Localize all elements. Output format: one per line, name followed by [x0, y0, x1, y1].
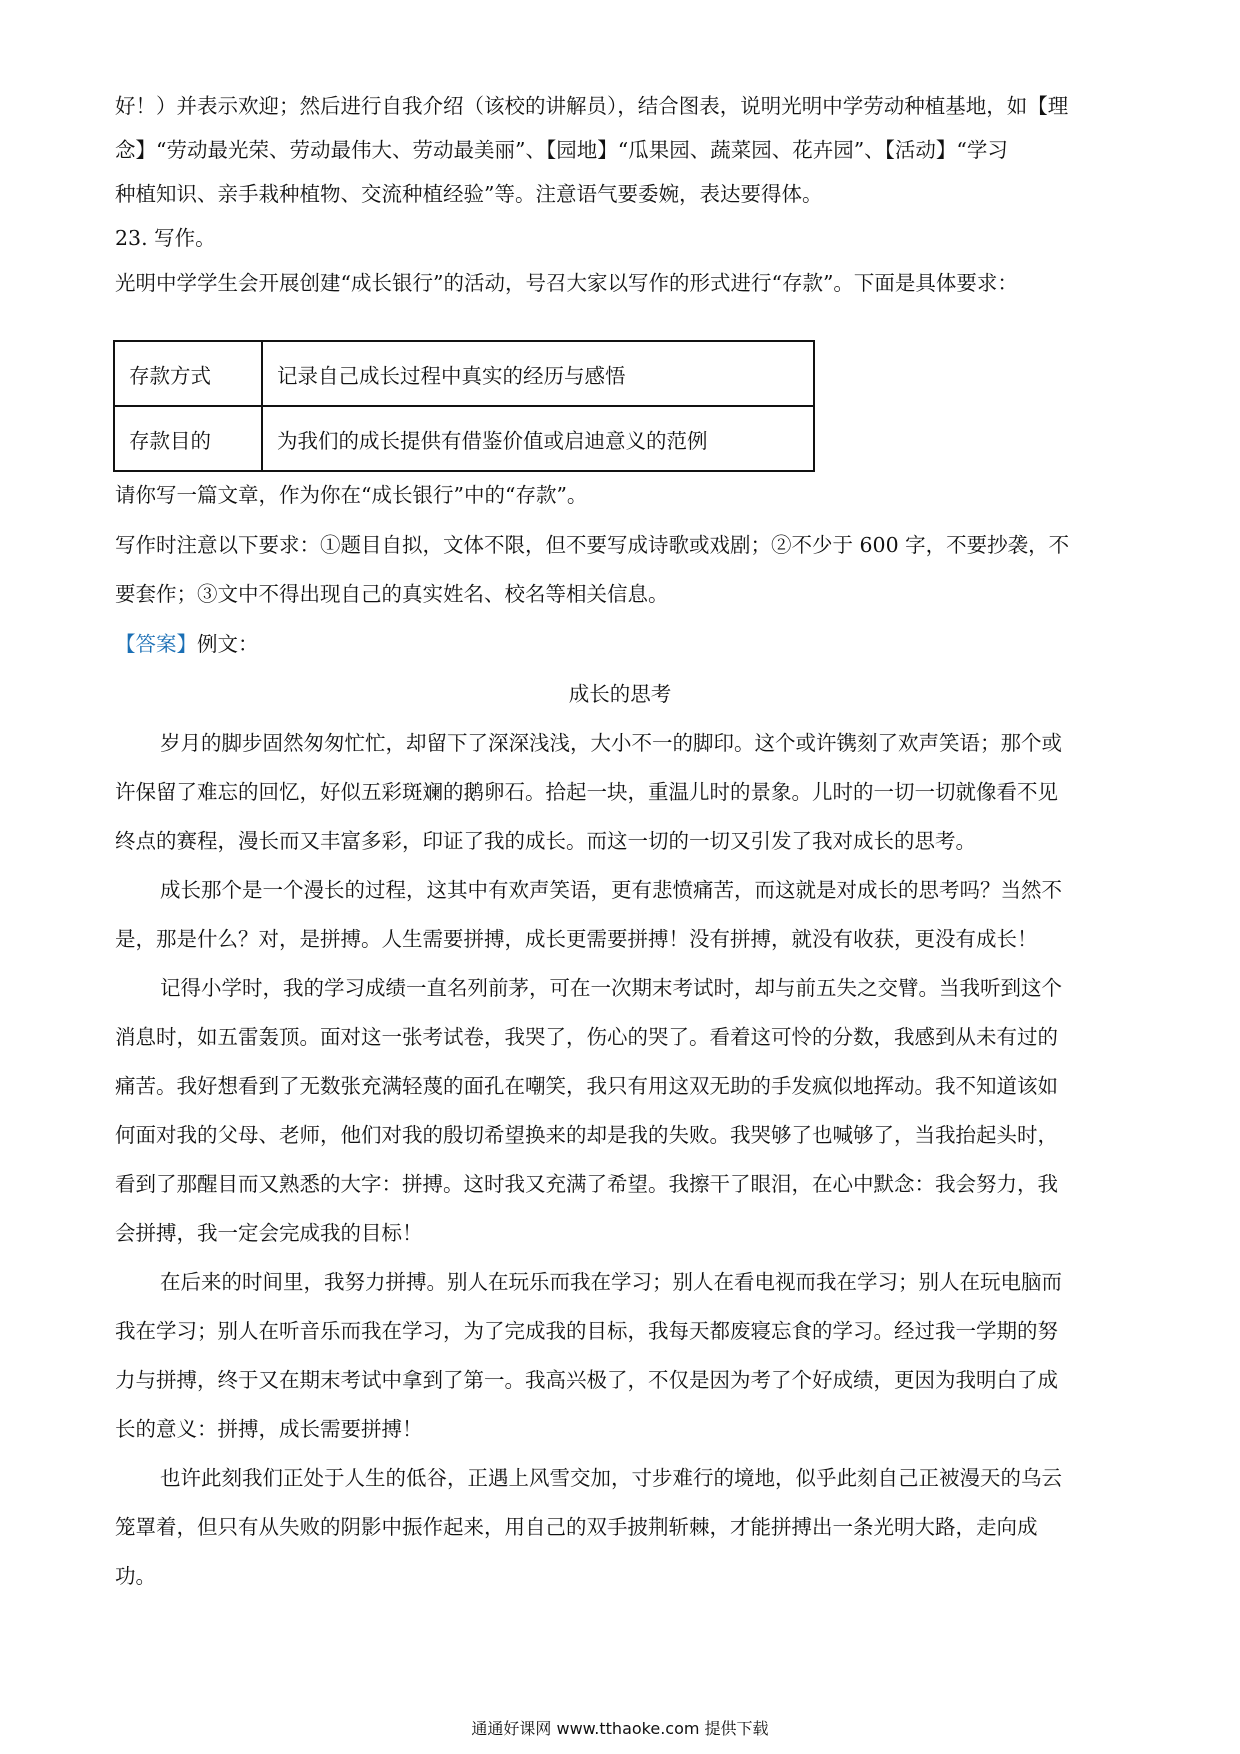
essay-line: 消息时，如五雷轰顶。面对这一张考试卷，我哭了，伤心的哭了。看着这可怜的分数，我感到从未有过的	[115, 1025, 1058, 1049]
essay-line: 何面对我的父母、老师，他们对我的殷切希望换来的却是我的失败。我哭够了也喊够了，当我抬起头时，	[115, 1123, 1058, 1147]
answer-line	[115, 630, 259, 658]
answer-tag: 【答案】	[115, 632, 197, 656]
essay-line: 也许此刻我们正处于人生的低谷，正遇上风雪交加，寸步难行的境地，似乎此刻自己正被漫天的乌云	[160, 1466, 1062, 1490]
essay-line: 功。	[115, 1564, 156, 1588]
essay-line: 痛苦。我好想看到了无数张充满轻蔑的面孔在嘲笑，我只有用这双无助的手发疯似地挥动。我不知道该如	[115, 1074, 1058, 1098]
answer-label: 例文：	[197, 632, 259, 656]
table-cell-value: 记录自己成长过程中真实的经历与感悟	[262, 341, 814, 406]
page-footer: 通通好课网 www.tthaoke.com 提供下载	[471, 1719, 769, 1738]
essay-line: 看到了那醒目而又熟悉的大字：拼搏。这时我又充满了希望。我擦干了眼泪，在心中默念：我会努力，我	[115, 1172, 1058, 1196]
table-cell-key: 存款方式	[114, 341, 262, 406]
prompt-line: 光明中学学生会开展创建“成长银行”的活动，号召大家以写作的形式进行“存款”。下面是具体要求：	[115, 271, 1018, 295]
essay-line: 岁月的脚步固然匆匆忙忙，却留下了深深浅浅，大小不一的脚印。这个或许镌刻了欢声笑语；那个或	[160, 731, 1062, 755]
essay-line: 终点的赛程，漫长而又丰富多彩，印证了我的成长。而这一切的一切又引发了我对成长的思考。	[115, 829, 976, 853]
essay-line: 是，那是什么？对，是拼搏。人生需要拼搏，成长更需要拼搏！没有拼搏，就没有收获，更没有成长！	[115, 927, 1038, 951]
essay-line: 我在学习；别人在听音乐而我在学习，为了完成我的目标，我每天都废寝忘食的学习。经过我一学期的努	[115, 1319, 1058, 1343]
essay-line: 长的意义：拼搏，成长需要拼搏！	[115, 1417, 423, 1441]
intro-line: 好！）并表示欢迎；然后进行自我介绍（该校的讲解员），结合图表，说明光明中学劳动种植基地，如【理	[115, 94, 1069, 118]
essay-line: 记得小学时，我的学习成绩一直名列前茅，可在一次期末考试时，却与前五失之交臂。当我听到这个	[160, 976, 1062, 1000]
table-row	[114, 406, 814, 471]
essay-line: 笼罩着，但只有从失败的阴影中振作起来，用自己的双手披荆斩棘，才能拼搏出一条光明大路，走向成	[115, 1515, 1038, 1539]
requirement-line: 写作时注意以下要求：①题目自拟，文体不限，但不要写成诗歌或戏剧；②不少于 600 字，不要抄袭，不	[115, 533, 1070, 557]
essay-line: 成长那个是一个漫长的过程，这其中有欢声笑语，更有悲愤痛苦，而这就是对成长的思考吗？当然不	[160, 878, 1062, 902]
essay-line: 力与拼搏，终于又在期末考试中拿到了第一。我高兴极了，不仅是因为考了个好成绩，更因为我明白了成	[115, 1368, 1058, 1392]
requirement-line: 要套作；③文中不得出现自己的真实姓名、校名等相关信息。	[115, 582, 669, 606]
table-cell-key: 存款目的	[114, 406, 262, 471]
requirements-table	[113, 340, 815, 472]
intro-line: 种植知识、亲手栽种植物、交流种植经验”等。注意语气要委婉，表达要得体。	[115, 182, 823, 206]
question-number: 23. 写作。	[115, 226, 216, 250]
table-row	[114, 341, 814, 406]
essay-title: 成长的思考	[568, 682, 672, 706]
table-cell-value: 为我们的成长提供有借鉴价值或启迪意义的范例	[262, 406, 814, 471]
essay-line: 许保留了难忘的回忆，好似五彩斑斓的鹅卵石。拾起一块，重温儿时的景象。儿时的一切一切就像看不见	[115, 780, 1058, 804]
intro-line: 念】“劳动最光荣、劳动最伟大、劳动最美丽”、【园地】“瓜果园、蔬菜园、花卉园”、【活动】“学习	[115, 138, 1008, 162]
task-line: 请你写一篇文章，作为你在“成长银行”中的“存款”。	[115, 483, 588, 507]
essay-line: 在后来的时间里，我努力拼搏。别人在玩乐而我在学习；别人在看电视而我在学习；别人在玩电脑而	[160, 1270, 1062, 1294]
essay-line: 会拼搏，我一定会完成我的目标！	[115, 1221, 423, 1245]
